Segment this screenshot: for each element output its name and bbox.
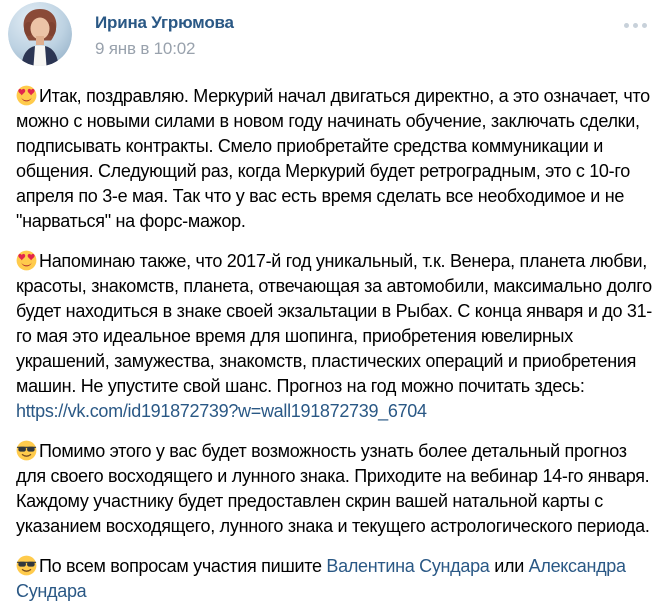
- post-paragraph-1: [16, 84, 652, 234]
- author-avatar[interactable]: [8, 2, 72, 66]
- post-header: [0, 0, 668, 68]
- paragraph-text: Помимо этого у вас будет возможность узнать более детальный прогноз для своего восходящего и лунного знака. Приходите на вебинар 14-го января. Каждому участнику будет предоставлен скрин вашей натальной карты с указанием восходящего, лунного знака и текущего астрологического периода.: [16, 441, 650, 536]
- paragraph-text: или: [489, 556, 529, 576]
- post-paragraph-3: [16, 439, 652, 539]
- author-name-link[interactable]: Ирина Угрюмова: [95, 13, 234, 32]
- heart-eyes-emoji-icon: [16, 250, 37, 271]
- woman-portrait-avatar-icon: [8, 2, 72, 66]
- paragraph-text: Итак, поздравляю. Меркурий начал двигаться директно, а это означает, что можно с новыми силами в новом году начинать обучение, заключать сделки, подписывать контракты. Смело приобретайте средства коммуникации и общения. Следующий раз, когда Меркурий будет ретроградным, это с 10-го апреля по 3-е мая. Так что у вас есть время сделать все необходимое и не "нарваться" на форс-мажор.: [16, 86, 650, 231]
- post-body: [0, 68, 668, 604]
- post-paragraph-2: [16, 249, 652, 424]
- post-paragraph-4: [16, 554, 652, 604]
- mention-link-valentin-sundara[interactable]: Валентина Сундара: [326, 556, 490, 576]
- post-actions-menu-icon[interactable]: [620, 19, 651, 32]
- sunglasses-emoji-icon: [16, 555, 37, 576]
- mention-link-alexander-sundara[interactable]: Александра Сундара: [16, 556, 626, 601]
- post-timestamp: 9 янв в 10:02: [95, 39, 196, 58]
- heart-eyes-emoji-icon: [16, 85, 37, 106]
- paragraph-text: Напоминаю также, что 2017-й год уникальный, т.к. Венера, планета любви, красоты, знакомств, планета, отвечающая за автомобили, максимально долго будет находиться в знаке своей экзальтации в Рыбах. С конца января и до 31-го мая это идеальное время для шопинга, приобретения ювелирных украшений, замужества, знакомств, пластических операций и приобретения машин. Не упустите свой шанс. Прогноз на год можно почитать здесь:: [16, 251, 653, 396]
- sunglasses-emoji-icon: [16, 440, 37, 461]
- forecast-url-link[interactable]: https://vk.com/id191872739?w=wall191872739_6704: [16, 401, 427, 421]
- paragraph-text: По всем вопросам участия пишите: [39, 556, 327, 576]
